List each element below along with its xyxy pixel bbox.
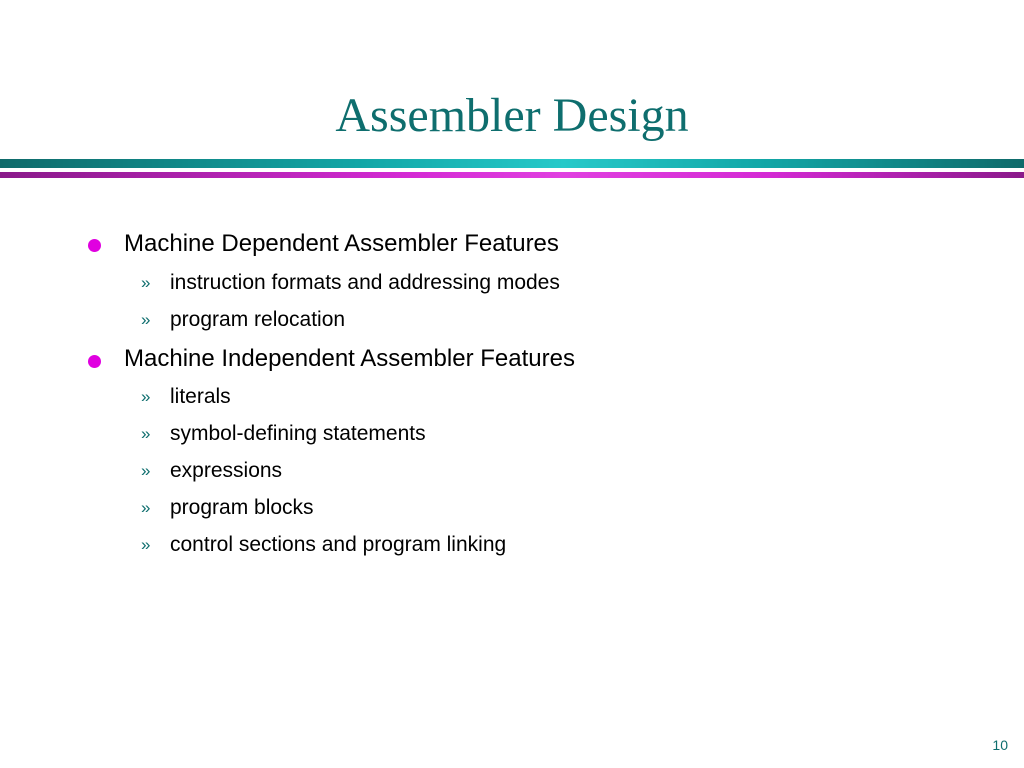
chevron-marker-icon: » bbox=[141, 387, 151, 406]
chevron-marker-icon: » bbox=[141, 310, 151, 329]
sub-bullet-item: instruction formats and addressing modes bbox=[170, 271, 560, 294]
magenta-dot-icon bbox=[88, 239, 101, 252]
chevron-marker-icon: » bbox=[141, 273, 151, 292]
page-number: 10 bbox=[992, 737, 1008, 753]
chevron-marker-icon: » bbox=[141, 498, 151, 517]
sub-bullet-item: program blocks bbox=[170, 496, 314, 519]
sub-bullet-item: symbol-defining statements bbox=[170, 422, 426, 445]
sub-bullet-item: control sections and program linking bbox=[170, 533, 507, 556]
chevron-marker-icon: » bbox=[141, 535, 151, 554]
slide-title: Assembler Design bbox=[335, 89, 689, 142]
magenta-dot-icon bbox=[88, 355, 101, 368]
chevron-marker-icon: » bbox=[141, 424, 151, 443]
bullet-item: Machine Dependent Assembler Features bbox=[124, 230, 559, 257]
sub-bullet-item: literals bbox=[170, 385, 231, 408]
chevron-marker-icon: » bbox=[141, 461, 151, 480]
sub-bullet-item: program relocation bbox=[170, 308, 346, 331]
bullet-item: Machine Independent Assembler Features bbox=[124, 345, 575, 372]
sub-bullet-item: expressions bbox=[170, 459, 283, 482]
